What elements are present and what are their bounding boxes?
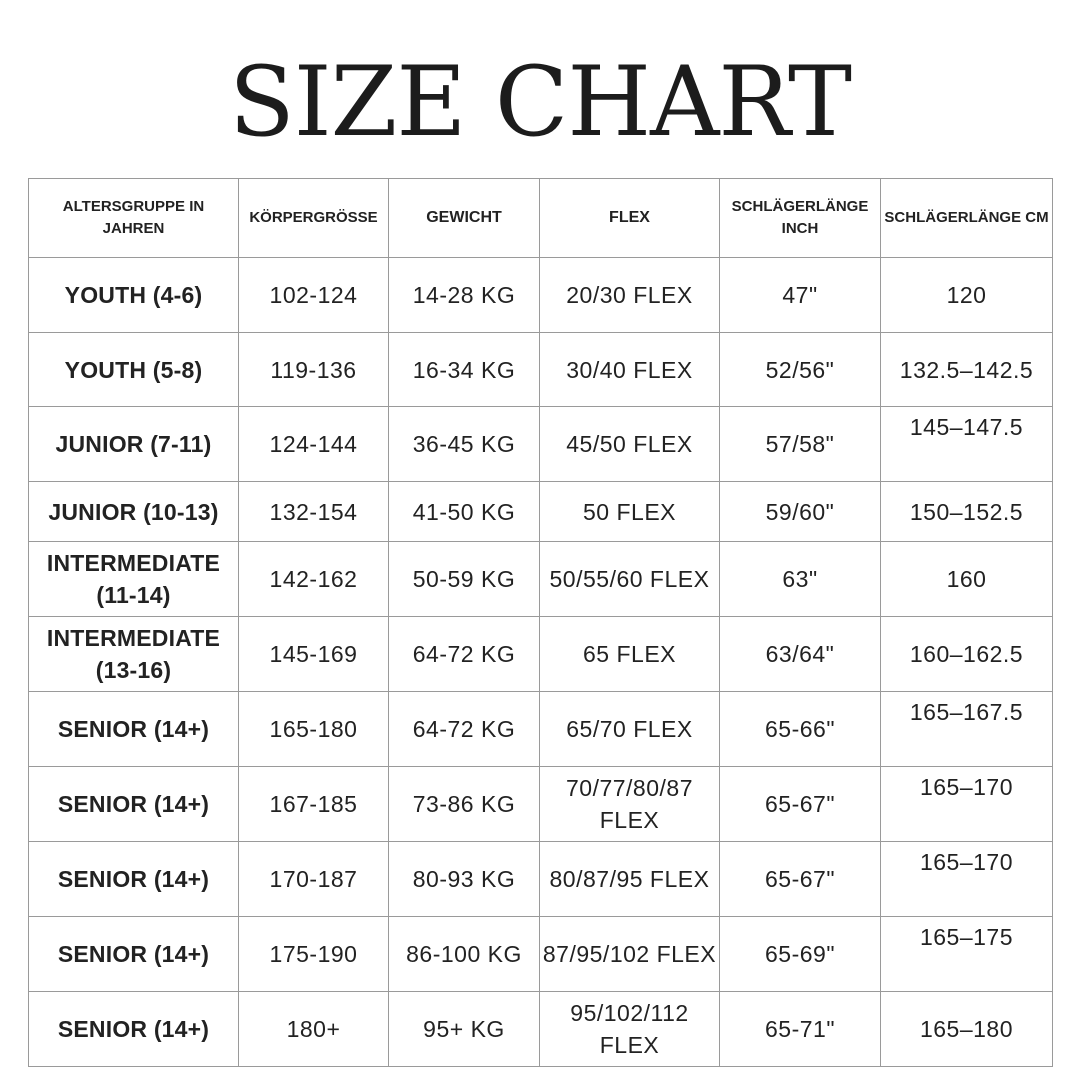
cell-body-height: 180+ [239,992,389,1067]
header-flex: FLEX [540,179,720,258]
cell-age-group: SENIOR (14+) [29,917,239,992]
cell-flex: 50/55/60 FLEX [540,542,720,617]
cell-weight: 36-45 KG [389,407,540,482]
cell-length-cm: 145–147.5 [881,407,1053,482]
cell-flex: 87/95/102 FLEX [540,917,720,992]
cell-age-group: SENIOR (14+) [29,767,239,842]
cell-flex: 70/77/80/87 FLEX [540,767,720,842]
cell-weight: 14-28 KG [389,258,540,333]
cell-length-inch: 52/56" [720,333,881,407]
cell-flex: 20/30 FLEX [540,258,720,333]
table-row [29,407,1053,482]
cell-length-inch: 65-66" [720,692,881,767]
table-row [29,992,1053,1067]
cell-length-inch: 57/58" [720,407,881,482]
cell-weight: 80-93 KG [389,842,540,917]
table-row [29,542,1053,617]
table-row [29,917,1053,992]
cell-length-cm: 160 [881,542,1053,617]
cell-length-cm: 150–152.5 [881,482,1053,542]
table-row [29,842,1053,917]
cell-weight: 16-34 KG [389,333,540,407]
cell-weight: 86-100 KG [389,917,540,992]
table-row [29,258,1053,333]
cell-age-group: SENIOR (14+) [29,692,239,767]
cell-age-group: YOUTH (4-6) [29,258,239,333]
table-header-row [29,179,1053,258]
cell-body-height: 145-169 [239,617,389,692]
cell-length-cm: 132.5–142.5 [881,333,1053,407]
cell-body-height: 142-162 [239,542,389,617]
cell-body-height: 102-124 [239,258,389,333]
cell-length-cm: 165–170 [881,842,1053,917]
cell-length-inch: 63/64" [720,617,881,692]
cell-flex: 45/50 FLEX [540,407,720,482]
cell-weight: 41-50 KG [389,482,540,542]
cell-age-group: YOUTH (5-8) [29,333,239,407]
cell-weight: 73-86 KG [389,767,540,842]
cell-weight: 95+ KG [389,992,540,1067]
cell-flex: 95/102/112 FLEX [540,992,720,1067]
cell-body-height: 170-187 [239,842,389,917]
cell-body-height: 124-144 [239,407,389,482]
header-weight: GEWICHT [389,179,540,258]
cell-age-group: SENIOR (14+) [29,992,239,1067]
header-body-height: KÖRPERGRÖSSE [239,179,389,258]
cell-flex: 65 FLEX [540,617,720,692]
cell-flex: 80/87/95 FLEX [540,842,720,917]
cell-length-inch: 65-69" [720,917,881,992]
cell-length-cm: 165–175 [881,917,1053,992]
cell-weight: 64-72 KG [389,692,540,767]
cell-body-height: 167-185 [239,767,389,842]
table-row [29,482,1053,542]
table-row [29,692,1053,767]
cell-length-inch: 63" [720,542,881,617]
cell-length-inch: 65-71" [720,992,881,1067]
header-stick-length-cm: SCHLÄGERLÄNGE CM [881,179,1053,258]
cell-length-inch: 65-67" [720,842,881,917]
cell-flex: 30/40 FLEX [540,333,720,407]
cell-age-group: JUNIOR (7-11) [29,407,239,482]
size-chart-table [28,178,1053,1067]
cell-length-cm: 160–162.5 [881,617,1053,692]
cell-age-group: SENIOR (14+) [29,842,239,917]
cell-flex: 50 FLEX [540,482,720,542]
cell-age-group: JUNIOR (10-13) [29,482,239,542]
cell-body-height: 175-190 [239,917,389,992]
page-title: SIZE CHART [228,46,852,158]
cell-length-cm: 120 [881,258,1053,333]
table-row [29,767,1053,842]
cell-length-inch: 47" [720,258,881,333]
cell-age-group: INTERMEDIATE (13-16) [29,617,239,692]
cell-weight: 50-59 KG [389,542,540,617]
cell-body-height: 119-136 [239,333,389,407]
header-stick-length-inch: SCHLÄGERLÄNGE INCH [720,179,881,258]
cell-body-height: 165-180 [239,692,389,767]
cell-length-inch: 65-67" [720,767,881,842]
header-age-group: ALTERSGRUPPE IN JAHREN [29,179,239,258]
cell-weight: 64-72 KG [389,617,540,692]
table-row [29,333,1053,407]
cell-length-cm: 165–170 [881,767,1053,842]
table-row [29,617,1053,692]
cell-length-cm: 165–180 [881,992,1053,1067]
cell-body-height: 132-154 [239,482,389,542]
cell-flex: 65/70 FLEX [540,692,720,767]
cell-age-group: INTERMEDIATE (11-14) [29,542,239,617]
cell-length-inch: 59/60" [720,482,881,542]
cell-length-cm: 165–167.5 [881,692,1053,767]
